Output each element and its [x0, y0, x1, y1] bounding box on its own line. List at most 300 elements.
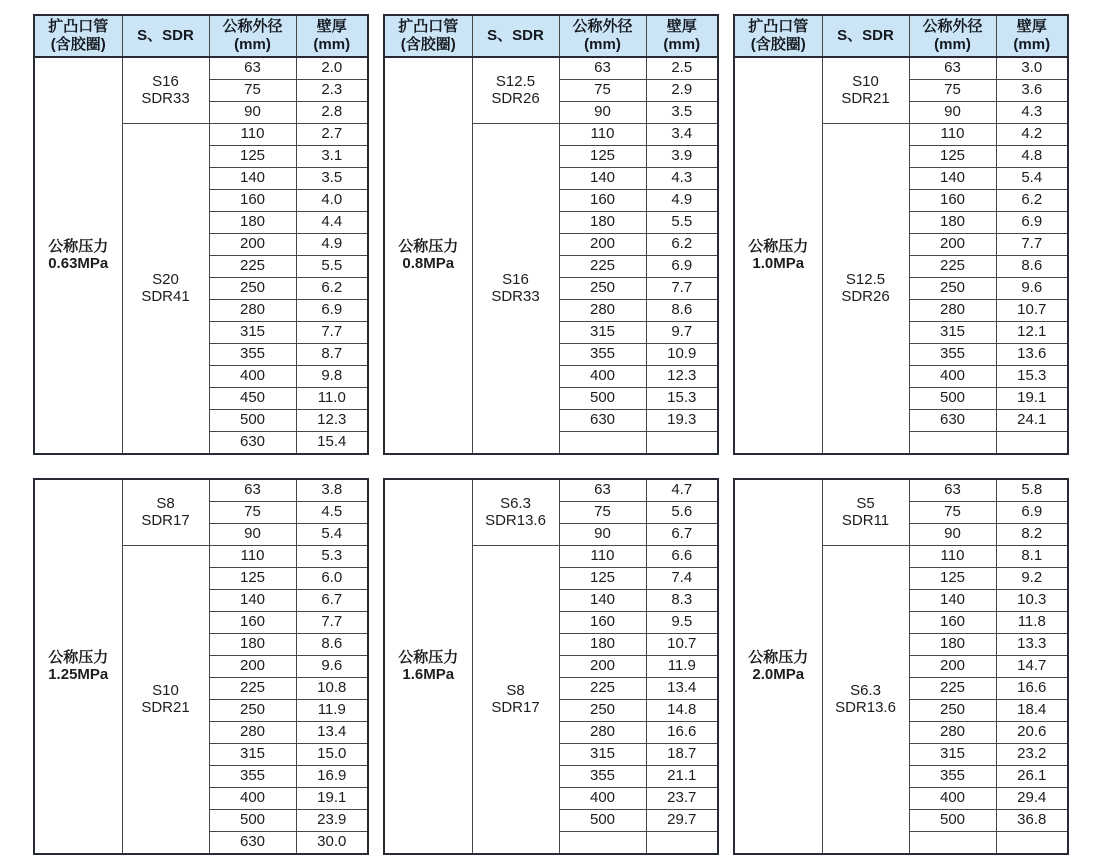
od-cell: 63 [209, 479, 296, 502]
sdr-class: SDR21 [141, 698, 190, 716]
wall-thickness-cell: 6.2 [296, 278, 368, 300]
header-socket-pipe [34, 15, 122, 57]
wall-thickness-cell: 4.4 [296, 212, 368, 234]
wall-thickness-cell: 2.5 [646, 57, 718, 80]
s-class: S8 [156, 495, 175, 512]
s-class: S16 [152, 73, 179, 90]
wall-thickness-cell: 4.9 [296, 234, 368, 256]
od-cell: 280 [909, 300, 996, 322]
header-s-sdr: S、SDR [822, 15, 909, 57]
od-cell: 90 [209, 102, 296, 124]
wall-thickness-cell: 13.3 [996, 634, 1068, 656]
pressure-value: 2.0MPa [752, 665, 805, 683]
od-cell: 630 [559, 410, 646, 432]
sdr-class: SDR11 [841, 511, 890, 529]
od-cell: 125 [909, 146, 996, 168]
wall-thickness-cell: 4.0 [296, 190, 368, 212]
wall-thickness-cell: 2.3 [296, 80, 368, 102]
header-socket-pipe [734, 15, 822, 57]
table-body [384, 479, 718, 854]
wall-thickness-cell: 18.4 [996, 700, 1068, 722]
wall-thickness-cell-empty [996, 832, 1068, 855]
wall-thickness-cell: 8.1 [996, 546, 1068, 568]
od-cell: 140 [209, 590, 296, 612]
od-cell: 180 [909, 212, 996, 234]
pressure-value: 1.0MPa [752, 254, 805, 272]
wall-thickness-cell: 19.1 [996, 388, 1068, 410]
s-class: S12.5 [845, 271, 886, 288]
od-cell: 200 [909, 656, 996, 678]
wall-thickness-cell: 9.8 [296, 366, 368, 388]
od-cell: 125 [559, 568, 646, 590]
header-wall-thickness-line2: (mm) [663, 36, 701, 53]
sdr-group-cell [472, 546, 559, 855]
s-class: S6.3 [850, 682, 881, 699]
wall-thickness-cell: 5.5 [646, 212, 718, 234]
od-cell: 125 [909, 568, 996, 590]
header-socket-pipe-line2: (含胶圈) [400, 36, 456, 53]
od-cell: 500 [559, 388, 646, 410]
od-cell: 140 [209, 168, 296, 190]
header-wall-thickness [996, 15, 1068, 57]
wall-thickness-cell: 7.4 [646, 568, 718, 590]
pressure-cell [34, 57, 122, 454]
od-cell: 315 [209, 744, 296, 766]
header-nominal-od-line2: (mm) [584, 36, 621, 53]
sdr-group-cell [122, 124, 209, 455]
wall-thickness-cell: 4.9 [646, 190, 718, 212]
od-cell: 315 [209, 322, 296, 344]
header-socket-pipe-line1: 扩凸口管 [48, 18, 109, 35]
table-header [734, 15, 1068, 57]
od-cell: 400 [559, 366, 646, 388]
wall-thickness-cell: 5.4 [296, 524, 368, 546]
table-header [384, 15, 718, 57]
wall-thickness-cell: 6.7 [296, 590, 368, 612]
od-cell: 225 [909, 256, 996, 278]
wall-thickness-cell-empty [996, 432, 1068, 455]
pressure-label: 公称压力 [48, 649, 109, 666]
header-wall-thickness-line1: 壁厚 [666, 18, 697, 35]
wall-thickness-cell: 7.7 [296, 322, 368, 344]
sdr-class: SDR26 [491, 89, 540, 107]
od-cell: 200 [909, 234, 996, 256]
header-nominal-od-line2: (mm) [234, 36, 271, 53]
wall-thickness-cell: 15.3 [646, 388, 718, 410]
od-cell: 110 [909, 124, 996, 146]
sdr-group-cell [822, 57, 909, 124]
pressure-cell [734, 57, 822, 454]
sdr-class: SDR17 [491, 698, 540, 716]
od-cell: 315 [559, 744, 646, 766]
wall-thickness-cell: 19.1 [296, 788, 368, 810]
wall-thickness-cell: 15.4 [296, 432, 368, 455]
wall-thickness-cell: 5.8 [996, 479, 1068, 502]
wall-thickness-cell: 16.9 [296, 766, 368, 788]
wall-thickness-cell: 19.3 [646, 410, 718, 432]
wall-thickness-cell: 4.3 [646, 168, 718, 190]
pressure-table-2.0MPa [733, 478, 1069, 855]
pressure-value: 0.63MPa [48, 254, 109, 272]
pressure-table-0.8MPa [383, 14, 719, 455]
od-cell: 225 [559, 678, 646, 700]
header-wall-thickness-line2: (mm) [313, 36, 351, 53]
wall-thickness-cell: 8.6 [996, 256, 1068, 278]
pressure-cell [34, 479, 122, 854]
sdr-group-cell [122, 546, 209, 855]
wall-thickness-cell: 14.8 [646, 700, 718, 722]
wall-thickness-cell: 2.0 [296, 57, 368, 80]
table-row [734, 479, 1068, 502]
wall-thickness-cell: 3.8 [296, 479, 368, 502]
wall-thickness-cell: 13.4 [296, 722, 368, 744]
wall-thickness-cell: 6.0 [296, 568, 368, 590]
wall-thickness-cell: 11.9 [646, 656, 718, 678]
od-cell: 355 [909, 344, 996, 366]
sdr-group-cell [472, 479, 559, 546]
wall-thickness-cell: 7.7 [296, 612, 368, 634]
od-cell: 90 [909, 524, 996, 546]
s-class: S10 [152, 682, 179, 699]
od-cell: 250 [559, 278, 646, 300]
od-cell: 180 [209, 212, 296, 234]
wall-thickness-cell: 7.7 [646, 278, 718, 300]
od-cell: 63 [909, 479, 996, 502]
od-cell: 225 [209, 678, 296, 700]
wall-thickness-cell: 6.6 [646, 546, 718, 568]
s-class: S8 [506, 682, 525, 699]
od-cell: 180 [909, 634, 996, 656]
wall-thickness-cell: 11.8 [996, 612, 1068, 634]
wall-thickness-cell: 15.3 [996, 366, 1068, 388]
wall-thickness-cell: 3.1 [296, 146, 368, 168]
od-cell: 110 [209, 124, 296, 146]
od-cell: 250 [209, 278, 296, 300]
wall-thickness-cell: 4.2 [996, 124, 1068, 146]
sdr-class: SDR33 [141, 89, 190, 107]
wall-thickness-cell: 15.0 [296, 744, 368, 766]
od-cell: 180 [559, 634, 646, 656]
table-row [34, 57, 368, 80]
wall-thickness-cell: 6.9 [646, 256, 718, 278]
od-cell: 140 [909, 590, 996, 612]
od-cell: 500 [209, 410, 296, 432]
sdr-group-cell [122, 57, 209, 124]
wall-thickness-cell: 4.8 [996, 146, 1068, 168]
table-row [734, 57, 1068, 80]
sdr-class: SDR41 [141, 287, 190, 305]
od-cell: 450 [209, 388, 296, 410]
wall-thickness-cell: 5.5 [296, 256, 368, 278]
pressure-cell [384, 479, 472, 854]
od-cell: 200 [209, 234, 296, 256]
od-cell: 63 [559, 479, 646, 502]
wall-thickness-cell: 11.9 [296, 700, 368, 722]
table-row [384, 479, 718, 502]
wall-thickness-cell: 4.5 [296, 502, 368, 524]
wall-thickness-cell: 8.2 [996, 524, 1068, 546]
wall-thickness-cell: 6.9 [296, 300, 368, 322]
od-cell: 315 [909, 744, 996, 766]
wall-thickness-cell: 10.7 [646, 634, 718, 656]
table-body [34, 479, 368, 854]
sdr-class: SDR13.6 [485, 511, 546, 529]
od-cell: 400 [909, 366, 996, 388]
wall-thickness-cell: 6.7 [646, 524, 718, 546]
od-cell: 90 [909, 102, 996, 124]
od-cell: 630 [209, 832, 296, 855]
wall-thickness-cell: 16.6 [646, 722, 718, 744]
table-row [384, 57, 718, 80]
wall-thickness-cell: 18.7 [646, 744, 718, 766]
pressure-table-1.0MPa [733, 14, 1069, 455]
od-cell: 63 [209, 57, 296, 80]
wall-thickness-cell: 5.6 [646, 502, 718, 524]
sdr-group-cell [822, 479, 909, 546]
pressure-table-0.63MPa [33, 14, 369, 455]
wall-thickness-cell: 14.7 [996, 656, 1068, 678]
od-cell: 225 [909, 678, 996, 700]
wall-thickness-cell: 6.2 [996, 190, 1068, 212]
header-socket-pipe-line2: (含胶圈) [750, 36, 806, 53]
od-cell: 315 [559, 322, 646, 344]
wall-thickness-cell: 2.9 [646, 80, 718, 102]
header-row [734, 15, 1068, 57]
od-cell: 125 [559, 146, 646, 168]
od-cell: 500 [909, 810, 996, 832]
pressure-label: 公称压力 [48, 238, 109, 255]
od-cell: 160 [209, 612, 296, 634]
wall-thickness-cell: 9.6 [296, 656, 368, 678]
od-cell: 500 [209, 810, 296, 832]
sdr-group-cell [472, 124, 559, 455]
sdr-class: SDR21 [841, 89, 890, 107]
od-cell: 355 [559, 766, 646, 788]
od-cell: 250 [559, 700, 646, 722]
od-cell: 400 [209, 366, 296, 388]
pressure-label: 公称压力 [398, 649, 459, 666]
od-cell: 110 [909, 546, 996, 568]
od-cell: 75 [909, 80, 996, 102]
od-cell: 630 [209, 432, 296, 455]
sdr-group-cell [822, 124, 909, 455]
header-nominal-od-line2: (mm) [934, 36, 971, 53]
od-cell: 140 [909, 168, 996, 190]
od-cell: 75 [559, 502, 646, 524]
table-row [34, 479, 368, 502]
od-cell: 110 [559, 124, 646, 146]
header-nominal-od [559, 15, 646, 57]
od-cell: 160 [559, 612, 646, 634]
wall-thickness-cell: 3.0 [996, 57, 1068, 80]
s-class: S10 [852, 73, 879, 90]
pressure-label: 公称压力 [748, 649, 809, 666]
wall-thickness-cell: 9.7 [646, 322, 718, 344]
wall-thickness-cell: 2.8 [296, 102, 368, 124]
od-cell: 500 [909, 388, 996, 410]
wall-thickness-cell: 36.8 [996, 810, 1068, 832]
wall-thickness-cell: 5.4 [996, 168, 1068, 190]
pressure-label: 公称压力 [748, 238, 809, 255]
wall-thickness-cell: 6.9 [996, 502, 1068, 524]
wall-thickness-cell: 24.1 [996, 410, 1068, 432]
pressure-table-1.25MPa [33, 478, 369, 855]
wall-thickness-cell: 29.4 [996, 788, 1068, 810]
od-cell: 250 [909, 700, 996, 722]
wall-thickness-cell: 8.6 [646, 300, 718, 322]
od-cell: 75 [559, 80, 646, 102]
header-wall-thickness-line2: (mm) [1013, 36, 1051, 53]
od-cell: 180 [209, 634, 296, 656]
wall-thickness-cell-empty [646, 432, 718, 455]
sdr-group-cell [122, 479, 209, 546]
sdr-group-cell [822, 546, 909, 855]
od-cell: 225 [559, 256, 646, 278]
od-cell: 160 [559, 190, 646, 212]
header-nominal-od-line1: 公称外径 [222, 18, 283, 35]
wall-thickness-cell: 23.7 [646, 788, 718, 810]
s-class: S16 [502, 271, 529, 288]
pressure-value: 1.25MPa [48, 665, 109, 683]
wall-thickness-cell: 9.2 [996, 568, 1068, 590]
header-nominal-od [209, 15, 296, 57]
spec-tables-grid [33, 14, 1067, 855]
od-cell: 200 [209, 656, 296, 678]
wall-thickness-cell: 7.7 [996, 234, 1068, 256]
od-cell: 355 [209, 766, 296, 788]
header-row [34, 15, 368, 57]
od-cell: 110 [209, 546, 296, 568]
pressure-cell [384, 57, 472, 454]
table-body [734, 479, 1068, 854]
od-cell: 355 [909, 766, 996, 788]
sdr-class: SDR13.6 [835, 698, 896, 716]
od-cell: 280 [559, 722, 646, 744]
header-nominal-od [909, 15, 996, 57]
od-cell: 75 [209, 80, 296, 102]
wall-thickness-cell: 8.3 [646, 590, 718, 612]
od-cell: 280 [559, 300, 646, 322]
table-body [384, 57, 718, 454]
od-cell: 280 [209, 300, 296, 322]
od-cell: 400 [909, 788, 996, 810]
wall-thickness-cell: 4.7 [646, 479, 718, 502]
wall-thickness-cell: 10.7 [996, 300, 1068, 322]
header-s-sdr: S、SDR [122, 15, 209, 57]
wall-thickness-cell-empty [646, 832, 718, 855]
od-cell: 125 [209, 146, 296, 168]
od-cell: 400 [209, 788, 296, 810]
header-wall-thickness-line1: 壁厚 [316, 18, 347, 35]
wall-thickness-cell: 3.5 [296, 168, 368, 190]
od-cell: 280 [909, 722, 996, 744]
od-cell: 90 [559, 524, 646, 546]
od-cell: 160 [909, 612, 996, 634]
od-cell: 315 [909, 322, 996, 344]
header-wall-thickness [296, 15, 368, 57]
wall-thickness-cell: 10.8 [296, 678, 368, 700]
pressure-value: 1.6MPa [402, 665, 455, 683]
wall-thickness-cell: 26.1 [996, 766, 1068, 788]
od-cell: 400 [559, 788, 646, 810]
table-header [34, 15, 368, 57]
od-cell: 500 [559, 810, 646, 832]
wall-thickness-cell: 23.9 [296, 810, 368, 832]
header-row [384, 15, 718, 57]
header-nominal-od-line1: 公称外径 [572, 18, 633, 35]
s-class: S12.5 [495, 73, 536, 90]
od-cell: 630 [909, 410, 996, 432]
wall-thickness-cell: 29.7 [646, 810, 718, 832]
wall-thickness-cell: 9.5 [646, 612, 718, 634]
od-cell-empty [909, 832, 996, 855]
wall-thickness-cell: 3.9 [646, 146, 718, 168]
wall-thickness-cell: 13.6 [996, 344, 1068, 366]
od-cell: 90 [209, 524, 296, 546]
od-cell: 355 [209, 344, 296, 366]
wall-thickness-cell: 12.1 [996, 322, 1068, 344]
wall-thickness-cell: 8.7 [296, 344, 368, 366]
wall-thickness-cell: 8.6 [296, 634, 368, 656]
od-cell: 200 [559, 234, 646, 256]
od-cell: 280 [209, 722, 296, 744]
wall-thickness-cell: 2.7 [296, 124, 368, 146]
od-cell: 75 [209, 502, 296, 524]
od-cell: 355 [559, 344, 646, 366]
od-cell: 250 [209, 700, 296, 722]
sdr-class: SDR26 [841, 287, 890, 305]
wall-thickness-cell: 23.2 [996, 744, 1068, 766]
sdr-group-cell [472, 57, 559, 124]
od-cell: 250 [909, 278, 996, 300]
header-nominal-od-line1: 公称外径 [922, 18, 983, 35]
od-cell-empty [909, 432, 996, 455]
wall-thickness-cell: 12.3 [646, 366, 718, 388]
wall-thickness-cell: 6.2 [646, 234, 718, 256]
header-wall-thickness [646, 15, 718, 57]
wall-thickness-cell: 9.6 [996, 278, 1068, 300]
header-wall-thickness-line1: 壁厚 [1016, 18, 1047, 35]
sdr-class: SDR33 [491, 287, 540, 305]
od-cell: 125 [209, 568, 296, 590]
od-cell-empty [559, 432, 646, 455]
wall-thickness-cell: 3.5 [646, 102, 718, 124]
s-class: S6.3 [500, 495, 531, 512]
table-body [734, 57, 1068, 454]
od-cell: 140 [559, 590, 646, 612]
wall-thickness-cell: 6.9 [996, 212, 1068, 234]
header-socket-pipe-line1: 扩凸口管 [398, 18, 459, 35]
wall-thickness-cell: 13.4 [646, 678, 718, 700]
od-cell: 180 [559, 212, 646, 234]
wall-thickness-cell: 20.6 [996, 722, 1068, 744]
od-cell: 225 [209, 256, 296, 278]
pressure-cell [734, 479, 822, 854]
pressure-label: 公称压力 [398, 238, 459, 255]
wall-thickness-cell: 3.6 [996, 80, 1068, 102]
od-cell: 140 [559, 168, 646, 190]
s-class: S5 [856, 495, 875, 512]
wall-thickness-cell: 10.9 [646, 344, 718, 366]
wall-thickness-cell: 16.6 [996, 678, 1068, 700]
wall-thickness-cell: 3.4 [646, 124, 718, 146]
header-s-sdr: S、SDR [472, 15, 559, 57]
pressure-value: 0.8MPa [402, 254, 455, 272]
wall-thickness-cell: 4.3 [996, 102, 1068, 124]
wall-thickness-cell: 5.3 [296, 546, 368, 568]
od-cell-empty [559, 832, 646, 855]
wall-thickness-cell: 30.0 [296, 832, 368, 855]
